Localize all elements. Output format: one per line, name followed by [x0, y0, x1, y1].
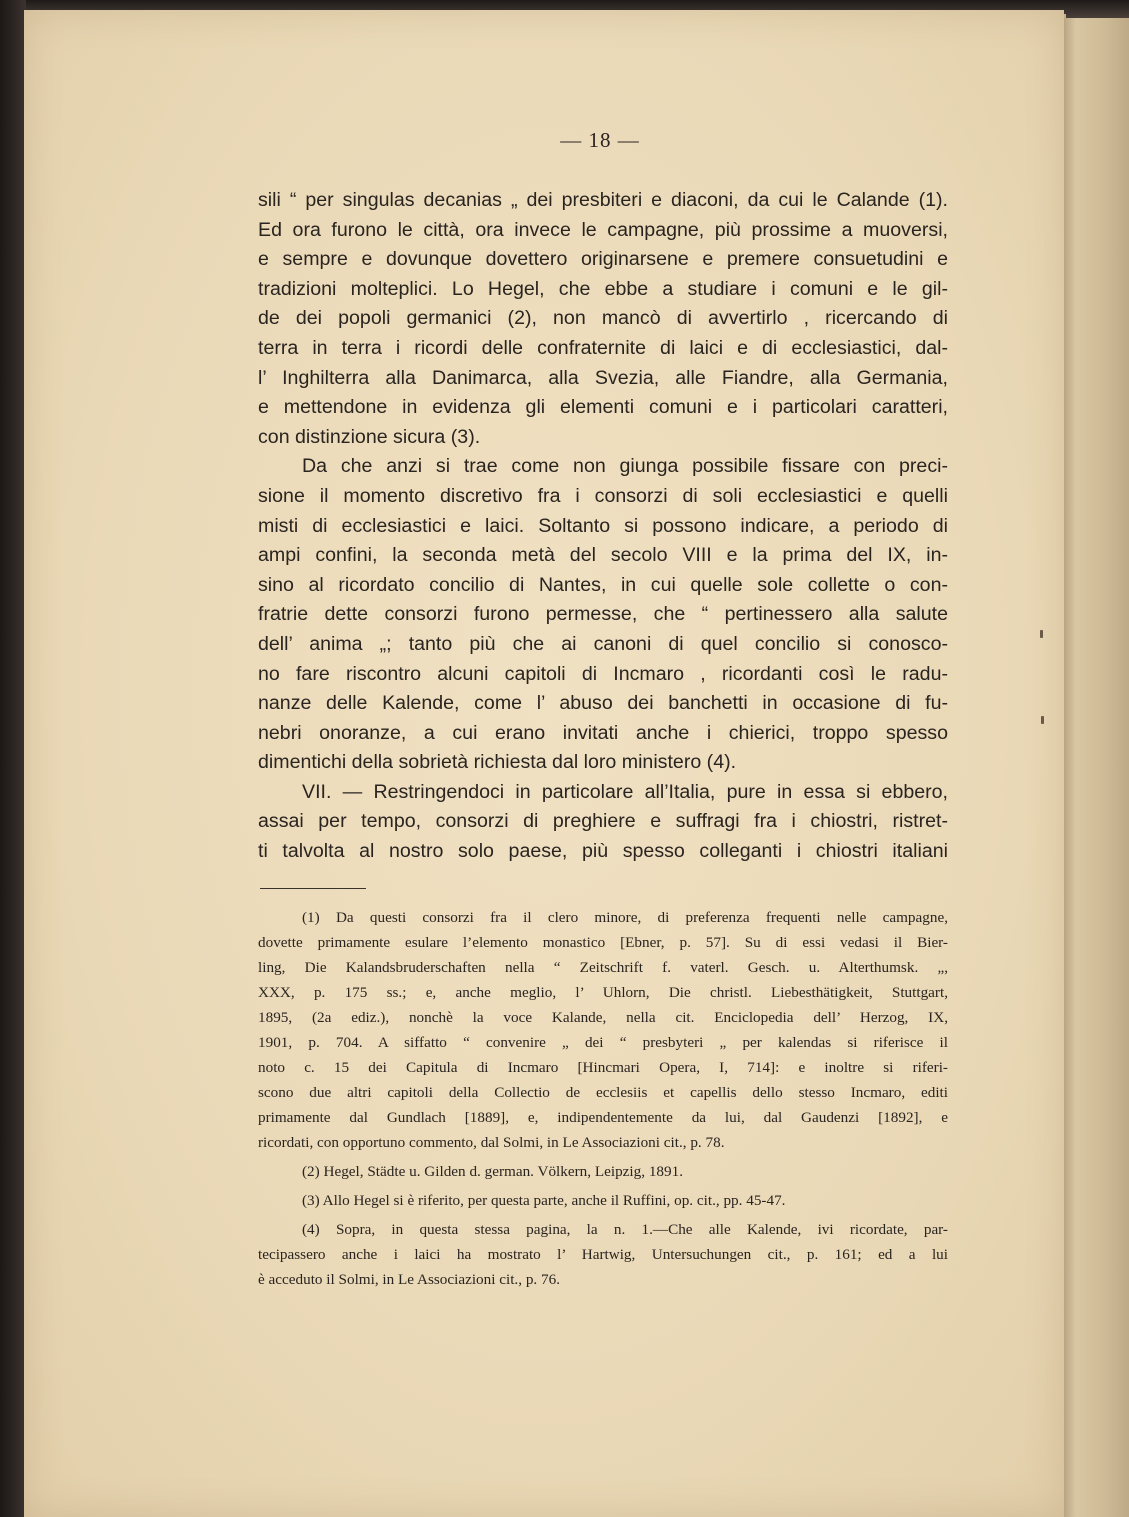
- footnote-line: dovette primamente esulare l’elemento monastico [Ebner, p. 57]. Su di essi vedasi il Bier-: [258, 934, 948, 951]
- footnote-line: tecipassero anche i laici ha mostrato l’ Hartwig, Untersuchungen cit., p. 161; ed a lui: [258, 1246, 948, 1263]
- scan-border-left: [0, 0, 26, 1517]
- body-line: no fare riscontro alcuni capitoli di Incmaro , ricordanti così le radu-: [258, 662, 948, 685]
- body-line: sino al ricordato concilio di Nantes, in cui quelle sole collette o con-: [258, 573, 948, 596]
- footnote-line: primamente dal Gundlach [1889], e, indipendentemente da lui, dal Gaudenzi [1892], e: [258, 1109, 948, 1126]
- adjacent-page-edge: [1064, 18, 1129, 1517]
- body-line: dimentichi della sobrietà richiesta dal loro ministero (4).: [258, 751, 737, 774]
- body-line: Ed ora furono le città, ora invece le campagne, più prossime a muoversi,: [258, 218, 948, 241]
- body-line: misti di ecclesiastici e laici. Soltanto si possono indicare, a periodo di: [258, 514, 948, 537]
- body-line: nanze delle Kalende, come l’ abuso dei banchetti in occasione di fu-: [258, 692, 948, 715]
- footnote-line: 1895, (2a ediz.), nonchè la voce Kalande, nella cit. Enciclopedia dell’ Herzog, IX,: [258, 1009, 948, 1026]
- body-line: de dei popoli germanici (2), non mancò di avvertirlo , ricercando di: [258, 307, 948, 330]
- body-line: Da che anzi si trae come non giunga possibile fissare con preci-: [302, 455, 948, 478]
- footnote-line: (4) Sopra, in questa stessa pagina, la n. 1.—Che alle Kalende, ivi ricordate, par-: [302, 1221, 948, 1238]
- body-line: l’ Inghilterra alla Danimarca, alla Svezia, alle Fiandre, alla Germania,: [258, 366, 948, 389]
- paper-speck: [1040, 630, 1043, 638]
- footnote-line: 1901, p. 704. A siffatto “ convenire „ dei “ presbyteri „ per kalendas si riferisce il: [258, 1034, 948, 1051]
- body-line: tradizioni molteplici. Lo Hegel, che ebbe a studiare i comuni e le gil-: [258, 277, 948, 300]
- footnote-line: è acceduto il Solmi, in Le Associazioni cit., p. 76.: [258, 1271, 560, 1288]
- body-line: fratrie dette consorzi furono permesse, che “ pertinessero alla salute: [258, 603, 948, 626]
- body-line: e sempre e dovunque dovettero originarsene e premere consuetudini e: [258, 248, 948, 271]
- footnote-line: (3) Allo Hegel si è riferito, per questa parte, anche il Ruffini, op. cit., pp. 45-47.: [302, 1192, 786, 1209]
- footnote-separator: [260, 888, 366, 889]
- page-number: — 18 —: [560, 128, 640, 152]
- body-line: e mettendone in evidenza gli elementi comuni e i particolari caratteri,: [258, 396, 948, 419]
- body-line: ti talvolta al nostro solo paese, più spesso colleganti i chiostri italiani: [258, 840, 948, 863]
- body-line: ampi confini, la seconda metà del secolo VIII e la prima del IX, in-: [258, 544, 948, 567]
- body-text: [258, 186, 948, 867]
- paper-speck: [1041, 716, 1044, 724]
- footnote-line: (1) Da questi consorzi fra il clero minore, di preferenza frequenti nelle campagne,: [302, 909, 948, 926]
- body-line: terra in terra i ricordi delle confraternite di laici e di ecclesiastici, dal-: [258, 336, 948, 359]
- body-line: assai per tempo, consorzi di preghiere e suffragi fra i chiostri, ristret-: [258, 810, 948, 833]
- body-line: sione il momento discretivo fra i consorzi di soli ecclesiastici e quelli: [258, 484, 948, 507]
- body-line: VII. — Restringendoci in particolare all’Italia, pure in essa si ebbero,: [302, 780, 948, 803]
- footnote-line: scono due altri capitoli della Collectio de ecclesiis et capellis dello stesso Incmaro, editi: [258, 1084, 948, 1101]
- footnote-line: XXX, p. 175 ss.; e, anche meglio, l’ Uhlorn, Die christl. Liebesthätigkeit, Stuttgart,: [258, 984, 948, 1001]
- footnotes: [258, 905, 948, 1292]
- footnote-line: noto c. 15 dei Capitula di Incmaro [Hincmari Opera, I, 714]: e inoltre si riferi-: [258, 1059, 948, 1076]
- body-line: nebri onoranze, a cui erano invitati anche i chierici, troppo spesso: [258, 721, 948, 744]
- footnote-line: (2) Hegel, Städte u. Gilden d. german. Völkern, Leipzig, 1891.: [302, 1163, 683, 1180]
- body-line: con distinzione sicura (3).: [258, 425, 481, 448]
- footnote-line: ling, Die Kalandsbruderschaften nella “ Zeitschrift f. vaterl. Gesch. u. Alterthumsk. „,: [258, 959, 948, 976]
- footnote-line: ricordati, con opportuno commento, dal Solmi, in Le Associazioni cit., p. 78.: [258, 1134, 725, 1151]
- body-line: sili “ per singulas decanias „ dei presbiteri e diaconi, da cui le Calande (1).: [258, 189, 948, 211]
- body-line: dell’ anima „; tanto più che ai canoni di quel concilio si conosco-: [258, 632, 948, 655]
